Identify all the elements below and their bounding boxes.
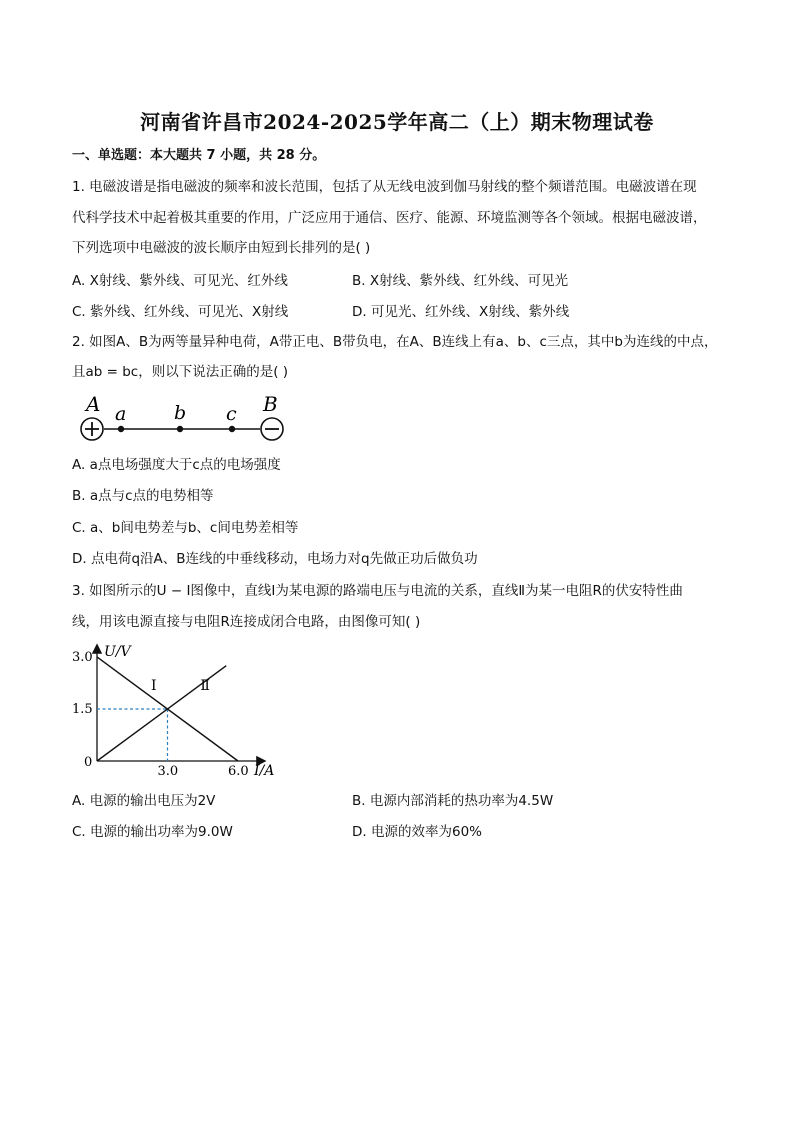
point-b <box>177 426 183 432</box>
q3-option-a: A. 电源的输出电压为2V <box>72 793 216 809</box>
label-B: B <box>263 392 278 416</box>
label-a: a <box>115 403 127 425</box>
y-axis-label: U/V <box>104 644 131 660</box>
origin-label: 0 <box>84 755 93 770</box>
x-axis-label: I/A <box>254 763 275 779</box>
q3-option-d: D. 电源的效率为60% <box>352 824 482 840</box>
label-A: A <box>86 392 101 416</box>
page-title: 河南省许昌市2024-2025学年高二（上）期末物理试卷 <box>140 110 654 134</box>
series-label-ii: Ⅱ <box>200 677 210 694</box>
q2-option-a: A. a点电场强度大于c点的电场强度 <box>72 457 281 473</box>
q2-line-2: 且ab = bc，则以下说法正确的是( ) <box>72 364 289 380</box>
x-tick-label-3: 3.0 <box>157 764 179 779</box>
point-c <box>229 426 235 432</box>
q1-line-3: 下列选项中电磁波的波长顺序由短到长排列的是( ) <box>72 240 371 256</box>
q3-line-2: 线，用该电源直接与电阻R连接成闭合电路，由图像可知( ) <box>72 614 421 630</box>
charge-figure <box>74 392 294 448</box>
q1-option-a: A. X射线、紫外线、可见光、红外线 <box>72 273 288 289</box>
q3-line-1: 3. 如图所示的U − I图像中，直线Ⅰ为某电源的路端电压与电流的关系，直线Ⅱ为某一电阻R的伏安特性曲 <box>72 583 683 599</box>
u-i-graph <box>68 638 290 784</box>
q1-option-b: B. X射线、紫外线、红外线、可见光 <box>352 273 569 289</box>
q1-option-d: D. 可见光、红外线、X射线、紫外线 <box>352 304 570 320</box>
q2-option-d: D. 点电荷q沿A、B连线的中垂线移动，电场力对q先做正功后做负功 <box>72 551 478 567</box>
label-c: c <box>226 403 237 425</box>
q1-line-1: 1. 电磁波谱是指电磁波的频率和波长范围，包括了从无线电波到伽马射线的整个频谱范围。电磁波谱在现 <box>72 179 697 195</box>
x-tick-label-6: 6.0 <box>228 764 249 779</box>
y-tick-label-3: 3.0 <box>72 649 93 665</box>
q3-option-c: C. 电源的输出功率为9.0W <box>72 824 233 840</box>
series-label-i: Ⅰ <box>151 677 157 694</box>
section-heading: 一、单选题：本大题共 7 小题，共 28 分。 <box>72 148 326 163</box>
q2-line-1: 2. 如图A、B为两等量异种电荷，A带正电、B带负电，在A、B连线上有a、b、c三点，其中b为连线的中点， <box>72 334 718 350</box>
q2-option-b: B. a点与c点的电势相等 <box>72 488 214 504</box>
point-a <box>118 426 124 432</box>
q1-line-2: 代科学技术中起着极其重要的作用，广泛应用于通信、医疗、能源、环境监测等各个领域。根据电磁波谱， <box>72 210 707 226</box>
y-tick-label-1-5: 1.5 <box>72 701 93 717</box>
q3-option-b: B. 电源内部消耗的热功率为4.5W <box>352 793 554 809</box>
label-b: b <box>174 402 187 424</box>
q2-option-c: C. a、b间电势差与b、c间电势差相等 <box>72 520 299 536</box>
q1-option-c: C. 紫外线、红外线、可见光、X射线 <box>72 304 289 320</box>
